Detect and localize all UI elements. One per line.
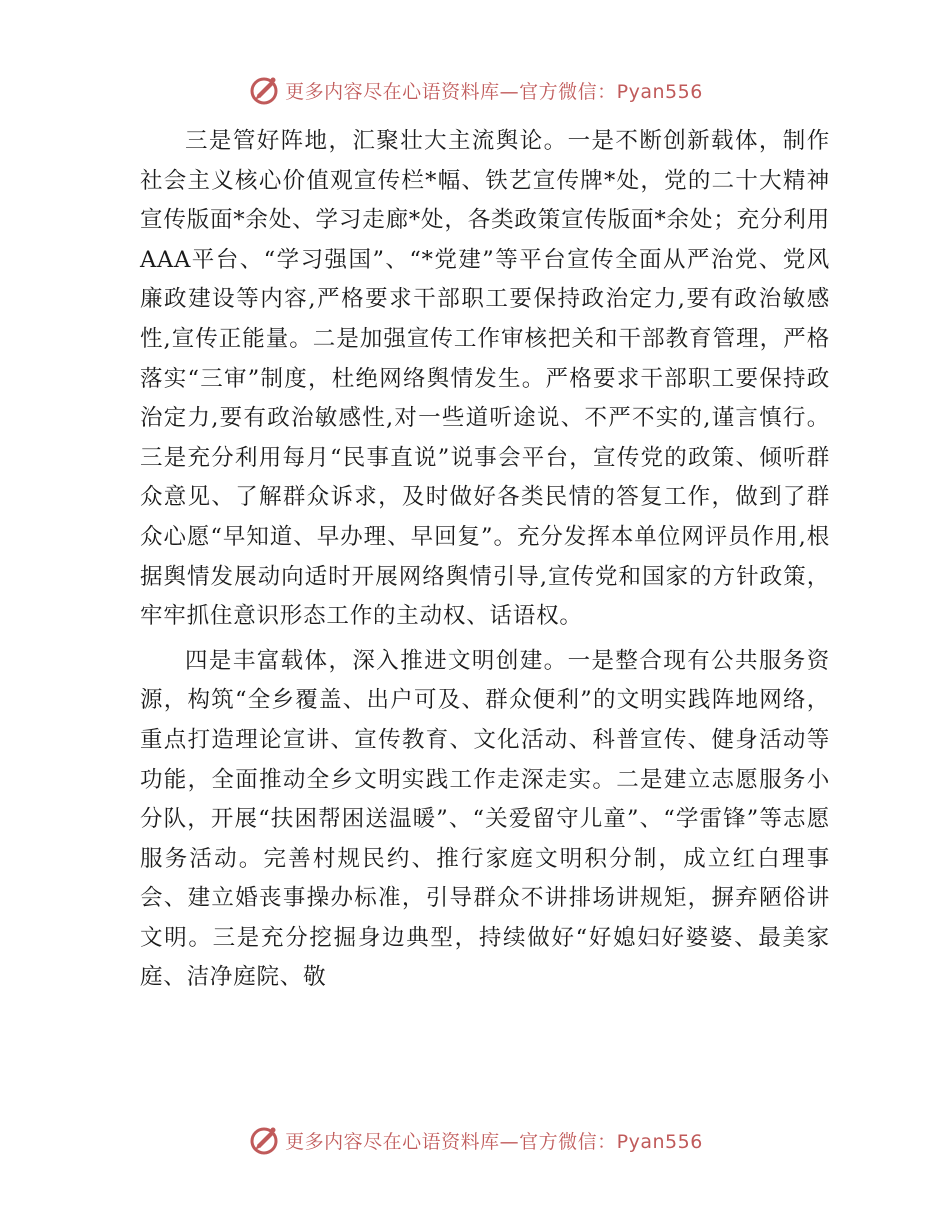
watermark-text: 更多内容尽在心语资料库—官方微信：Pyan556	[285, 1130, 703, 1153]
paragraph-three: 三是管好阵地，汇聚壮大主流舆论。一是不断创新载体，制作社会主义核心价值观宣传栏*幅、铁艺宣传牌*处，党的二十大精神宣传版面*余处、学习走廊*处，各类政策宣传版面*余处；充分利用AAA平台、“学习强国”、“*党建”等平台宣传全面从严治党、党风廉政建设等内容,严格要求干部职工要保持政治定力,要有政治敏感性,宣传正能量。二是加强宣传工作审核把关和干部教育管理，严格落实“三审”制度，杜绝网络舆情发生。严格要求干部职工要保持政治定力,要有政治敏感性,对一些道听途说、不严不实的,谨言慎行。三是充分利用每月“民事直说”说事会平台，宣传党的政策、倾听群众意见、了解群众诉求，及时做好各类民情的答复工作，做到了群众心愿“早知道、早办理、早回复”。充分发挥本单位网评员作用,根据舆情发展动向适时开展网络舆情引导,宣传党和国家的方针政策，牢牢抓住意识形态工作的主动权、话语权。	[140, 128, 830, 630]
paragraph-four: 四是丰富载体，深入推进文明创建。一是整合现有公共服务资源，构筑“全乡覆盖、出户可及、群众便利”的文明实践阵地网络，重点打造理论宣讲、宣传教育、文化活动、科普宣传、健身活动等功能，全面推动全乡文明实践工作走深走实。二是建立志愿服务小分队，开展“扶困帮困送温暖”、“关爱留守儿童”、“学雷锋”等志愿服务活动。完善村规民约、推行家庭文明积分制，成立红白理事会、建立婚丧事操办标准，引导群众不讲排场讲规矩，摒弃陋俗讲文明。三是充分挖掘身边典型，持续做好“好媳妇好婆婆、最美家庭、洁净庭院、敬	[140, 647, 830, 991]
brush-logo-icon	[247, 1123, 281, 1157]
header-watermark	[0, 70, 950, 110]
footer-watermark	[0, 1120, 950, 1160]
watermark-text: 更多内容尽在心语资料库—官方微信：Pyan556	[285, 80, 703, 103]
brush-logo-icon	[247, 73, 281, 107]
document-body	[140, 122, 830, 998]
